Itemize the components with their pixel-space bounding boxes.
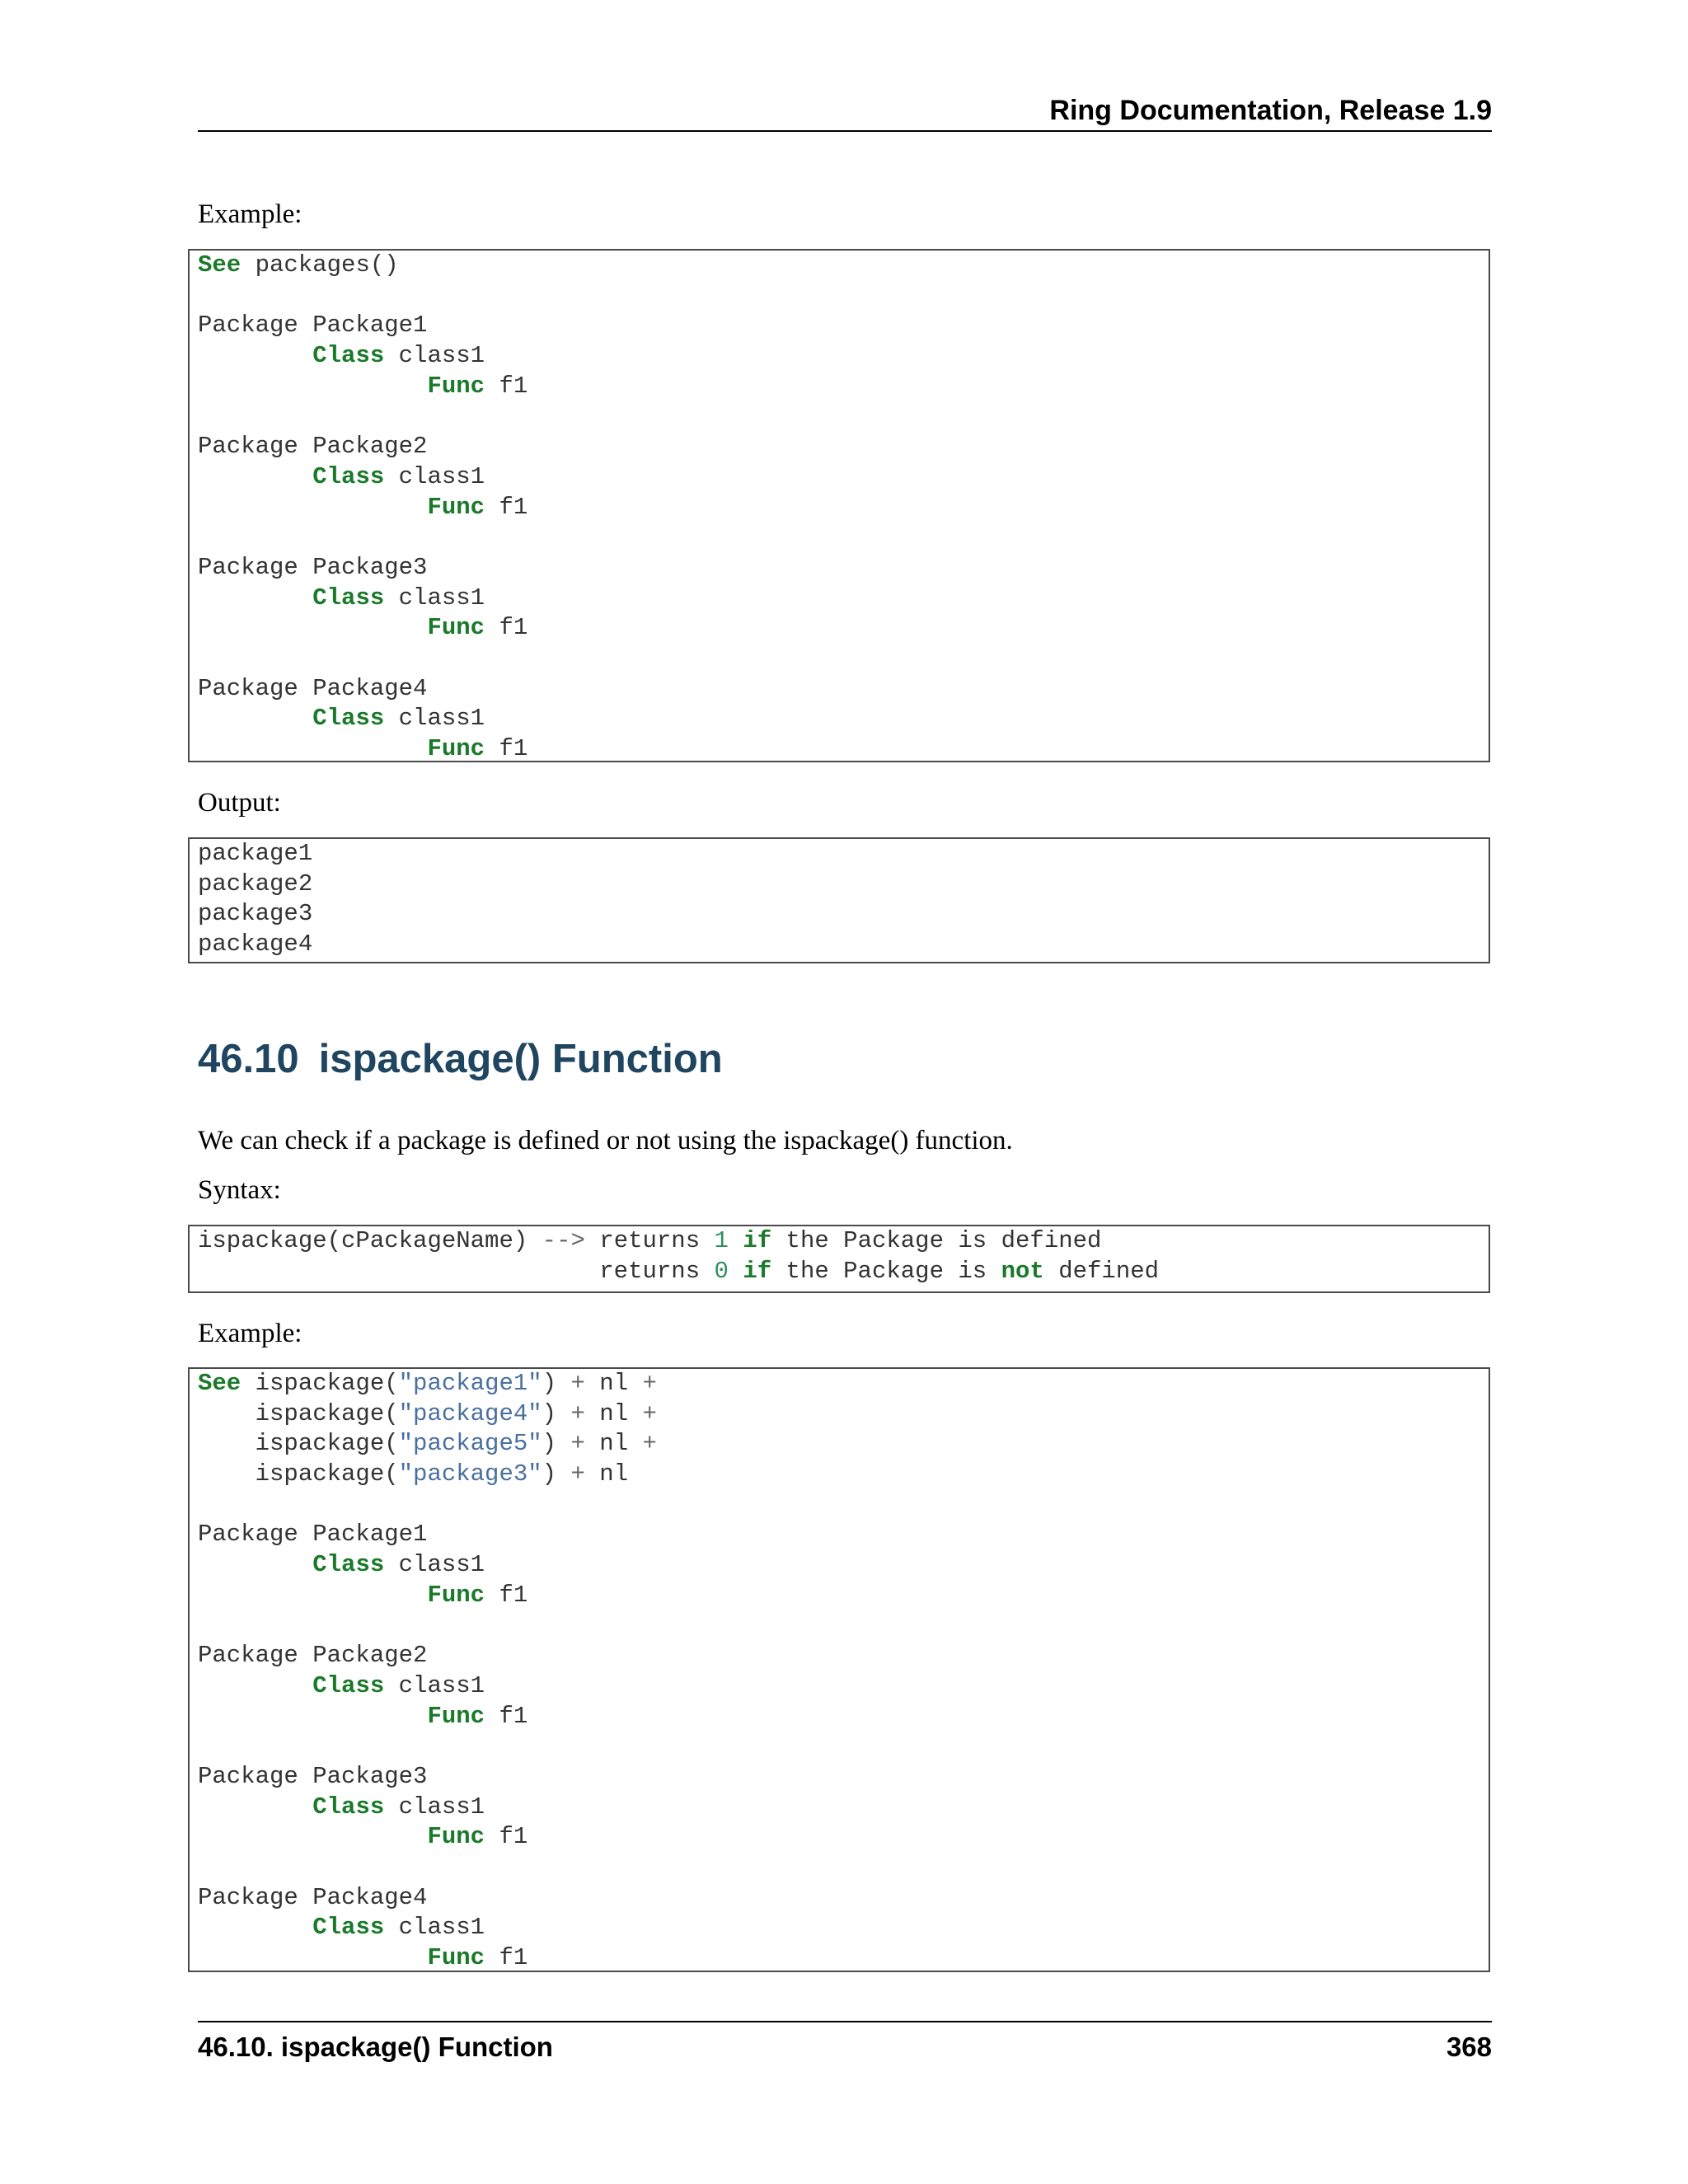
code-line: Package Package1 xyxy=(198,1521,428,1549)
code-line xyxy=(198,1490,1489,1521)
code-line: See packages() xyxy=(198,251,399,279)
code-line: package4 xyxy=(198,930,313,958)
code-line: Class class1 xyxy=(312,462,485,490)
code-line: Class class1 xyxy=(312,1914,485,1942)
output-label: Output: xyxy=(198,788,281,818)
code-line: ispackage(cPackageName) --> returns 1 if the Package is defined xyxy=(198,1227,1102,1254)
intro-paragraph: We can check if a package is defined or not using the ispackage() function. xyxy=(198,1126,1013,1155)
code-line: package1 xyxy=(198,840,313,867)
example2-code xyxy=(198,1369,1489,1974)
example2-code-block xyxy=(188,1367,1490,1972)
running-header: Ring Documentation, Release 1.9 xyxy=(198,92,1492,132)
code-line: Class class1 xyxy=(312,1671,485,1699)
code-line: Package Package3 xyxy=(198,553,428,581)
code-line: Func f1 xyxy=(427,1944,528,1972)
code-line: Class class1 xyxy=(312,1551,485,1579)
code-line xyxy=(198,281,1489,312)
code-line: Package Package3 xyxy=(198,1762,428,1790)
code-line: ispackage("package4") + nl + xyxy=(198,1399,657,1427)
code-line xyxy=(198,1853,1489,1883)
section-heading xyxy=(198,1034,723,1084)
code-line: Class class1 xyxy=(312,705,485,733)
page-number: 368 xyxy=(1446,2032,1492,2062)
code-line: Package Package1 xyxy=(198,312,428,340)
output-code-block xyxy=(188,837,1490,963)
code-line: Package Package4 xyxy=(198,674,428,702)
code-line: Class class1 xyxy=(312,1793,485,1821)
section-number: 46.10 xyxy=(198,1037,299,1081)
code-line: Package Package2 xyxy=(198,433,428,461)
code-line: Func f1 xyxy=(427,372,528,400)
code-line: ispackage("package3") + nl xyxy=(198,1460,629,1488)
code-line xyxy=(198,401,1489,432)
code-line: Func f1 xyxy=(427,1581,528,1609)
code-line: returns 0 if the Package is not defined xyxy=(198,1257,1160,1285)
code-line: Func f1 xyxy=(427,493,528,521)
section-title-text: ispackage() Function xyxy=(318,1037,723,1081)
code-line xyxy=(198,1611,1489,1642)
code-line: Package Package2 xyxy=(198,1642,428,1670)
code-line: Func f1 xyxy=(427,614,528,642)
code-line: Func f1 xyxy=(427,735,528,762)
example-code-block xyxy=(188,249,1490,762)
running-footer xyxy=(198,2021,1492,2065)
code-line xyxy=(198,523,1489,553)
code-line: Func f1 xyxy=(427,1823,528,1851)
code-line: package3 xyxy=(198,900,313,928)
code-line: Package Package4 xyxy=(198,1883,428,1911)
syntax-label: Syntax: xyxy=(198,1175,281,1205)
example-code xyxy=(198,251,1489,765)
example-label: Example: xyxy=(198,199,302,229)
output-code xyxy=(198,839,1489,960)
code-line: Func f1 xyxy=(427,1702,528,1730)
example2-label: Example: xyxy=(198,1319,302,1348)
footer-section: 46.10. ispackage() Function xyxy=(198,2032,553,2062)
code-line: package2 xyxy=(198,869,313,898)
code-line xyxy=(198,644,1489,674)
syntax-code xyxy=(198,1226,1489,1286)
code-line: Class class1 xyxy=(312,342,485,370)
syntax-code-block xyxy=(188,1225,1490,1293)
code-line xyxy=(198,1732,1489,1762)
code-line: Class class1 xyxy=(312,583,485,612)
code-line: ispackage("package5") + nl + xyxy=(198,1430,657,1458)
document-page xyxy=(198,0,1492,2184)
code-line: See ispackage("package1") + nl + xyxy=(198,1370,657,1397)
